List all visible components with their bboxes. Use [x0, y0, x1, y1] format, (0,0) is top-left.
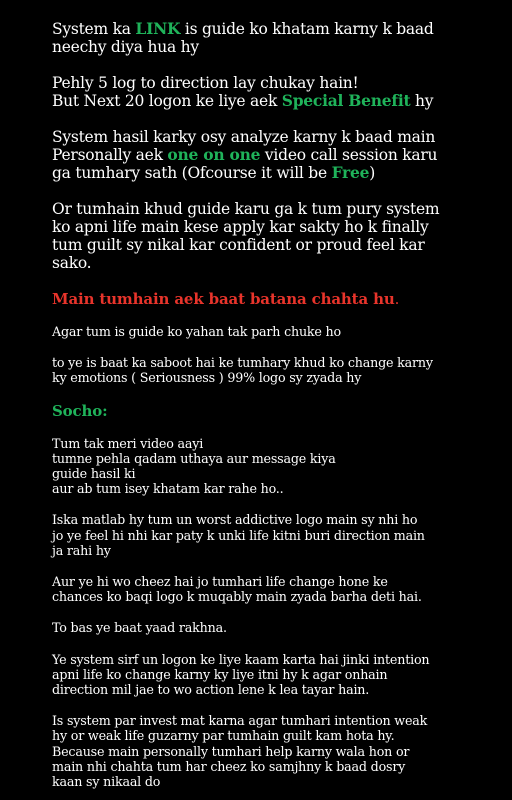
guide-text-page	[52, 20, 492, 789]
line: Tum tak meri video aayi	[52, 435, 204, 451]
text: hy	[410, 92, 434, 110]
line: Because main personally tumhari help karny wala hon or	[52, 743, 410, 759]
paragraph-yaad-rakhna	[52, 620, 492, 635]
line: main nhi chahta tum har cheez ko samjhny k baad dosry	[52, 758, 406, 774]
special-benefit-highlight: Special Benefit	[281, 91, 411, 110]
line	[52, 20, 492, 38]
heading-text: Main tumhain aek baat batana chahta hu	[52, 290, 395, 308]
line: tumne pehla qadam uthaya aur message kiya	[52, 450, 336, 466]
line: System hasil karky osy analyze karny k baad main	[52, 128, 436, 146]
paragraph-one-on-one	[52, 128, 492, 182]
line: kaan sy nikaal do	[52, 774, 161, 790]
line: Pehly 5 log to direction lay chukay hain!	[52, 74, 359, 92]
paragraph-special-benefit	[52, 74, 492, 110]
paragraph-guide-karu	[52, 200, 492, 272]
line: apni life ko change karny ky liye itni hy k agar onhain	[52, 666, 388, 682]
line: ko apni life main kese apply kar sakty ho k finally	[52, 218, 429, 236]
heading-dot: .	[394, 290, 400, 308]
text: System ka	[52, 20, 136, 38]
line: direction mil jae to wo action lene k lea tayar hain.	[52, 682, 370, 698]
text: video call session karu	[260, 146, 438, 164]
line: jo ye feel hi nhi kar paty k unki life kitni buri direction main	[52, 527, 425, 543]
line: Aur ye hi wo cheez hai jo tumhari life change hone ke	[52, 574, 388, 590]
line: To bas ye baat yaad rakhna.	[52, 620, 227, 636]
paragraph-saboot	[52, 355, 492, 385]
paragraph-cheez	[52, 574, 492, 604]
line: Agar tum is guide ko yahan tak parh chuke ho	[52, 324, 341, 339]
free-highlight: Free	[331, 163, 370, 182]
text: )	[369, 164, 375, 182]
line: Or tumhain khud guide karu ga k tum pury system	[52, 200, 440, 218]
line: ja rahi hy	[52, 542, 111, 558]
link-highlight: LINK	[135, 19, 181, 38]
line: guide hasil ki	[52, 466, 136, 482]
line: Iska matlab hy tum un worst addictive logo main sy nhi ho	[52, 512, 418, 528]
line	[52, 92, 492, 110]
text: is guide ko khatam karny k baad	[180, 20, 434, 38]
line: aur ab tum isey khatam kar rahe ho..	[52, 481, 284, 497]
line: neechy diya hua hy	[52, 38, 199, 56]
one-on-one-highlight: one on one	[167, 145, 261, 164]
text: Personally aek	[52, 146, 168, 164]
line: Ye system sirf un logon ke liye kaam karta hai jinki intention	[52, 651, 430, 667]
text: But Next 20 logon ke liye aek	[52, 92, 282, 110]
line	[52, 146, 492, 164]
paragraph-intention	[52, 652, 492, 698]
paragraph-socho-list	[52, 436, 492, 497]
line: sako.	[52, 254, 92, 272]
paragraph-system-link	[52, 20, 492, 56]
paragraph-invest	[52, 713, 492, 789]
heading-text: Socho:	[52, 401, 108, 420]
line: to ye is baat ka saboot hai ke tumhary khud ko change karny	[52, 355, 433, 371]
paragraph-iska-matlab	[52, 512, 492, 558]
red-heading	[52, 290, 492, 308]
line: Is system par invest mat karna agar tumhari intention weak	[52, 713, 428, 729]
green-heading	[52, 402, 492, 420]
line: tum guilt sy nikal kar confident or proud feel kar	[52, 236, 425, 254]
line	[52, 164, 492, 182]
paragraph-agar-tum	[52, 324, 492, 339]
line: chances ko baqi logo k muqably main zyada barha deti hai.	[52, 589, 422, 605]
line: ky emotions ( Seriousness ) 99% logo sy zyada hy	[52, 370, 362, 386]
text: ga tumhary sath (Ofcourse it will be	[52, 164, 332, 182]
line: hy or weak life guzarny par tumhain guilt kam hota hy.	[52, 728, 395, 744]
